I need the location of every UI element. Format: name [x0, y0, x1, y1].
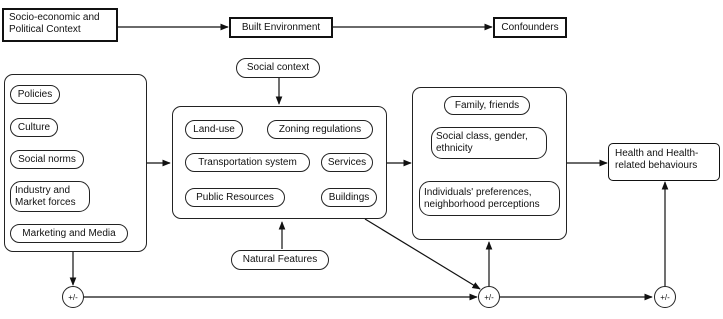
context-box [2, 8, 118, 42]
social-class-node: Social class, gender, ethnicity [431, 127, 547, 159]
culture-node: Culture [10, 118, 58, 137]
public-resources-node: Public Resources [185, 188, 285, 207]
industry-node: Industry and Market forces [10, 181, 90, 212]
buildings-node: Buildings [321, 188, 377, 207]
social-norms-node: Social norms [10, 150, 84, 169]
confounders-label: Confounders [501, 21, 559, 33]
modifier-node: +/- [478, 286, 500, 308]
outcome-box [608, 143, 720, 181]
confounders-box [493, 17, 567, 38]
built-environment-label: Built Environment [241, 21, 321, 33]
services-node: Services [321, 153, 373, 172]
individuals-node: Individuals' preferences, neighborhood perceptions [419, 181, 560, 216]
modifier-node: +/- [654, 286, 676, 308]
outcome-label: Health and Health-related behaviours [615, 148, 699, 171]
transportation-node: Transportation system [185, 153, 310, 172]
zoning-node: Zoning regulations [267, 120, 373, 139]
land-use-node: Land-use [185, 120, 243, 139]
modifier-node: +/- [62, 286, 84, 308]
natural-features-node: Natural Features [231, 250, 329, 270]
policies-node: Policies [10, 85, 60, 104]
social-context-node: Social context [236, 58, 320, 78]
marketing-node: Marketing and Media [10, 224, 128, 243]
built-environment-box [229, 17, 333, 38]
family-node: Family, friends [444, 96, 530, 115]
context-label: Socio-economic and Political Context [9, 12, 100, 35]
